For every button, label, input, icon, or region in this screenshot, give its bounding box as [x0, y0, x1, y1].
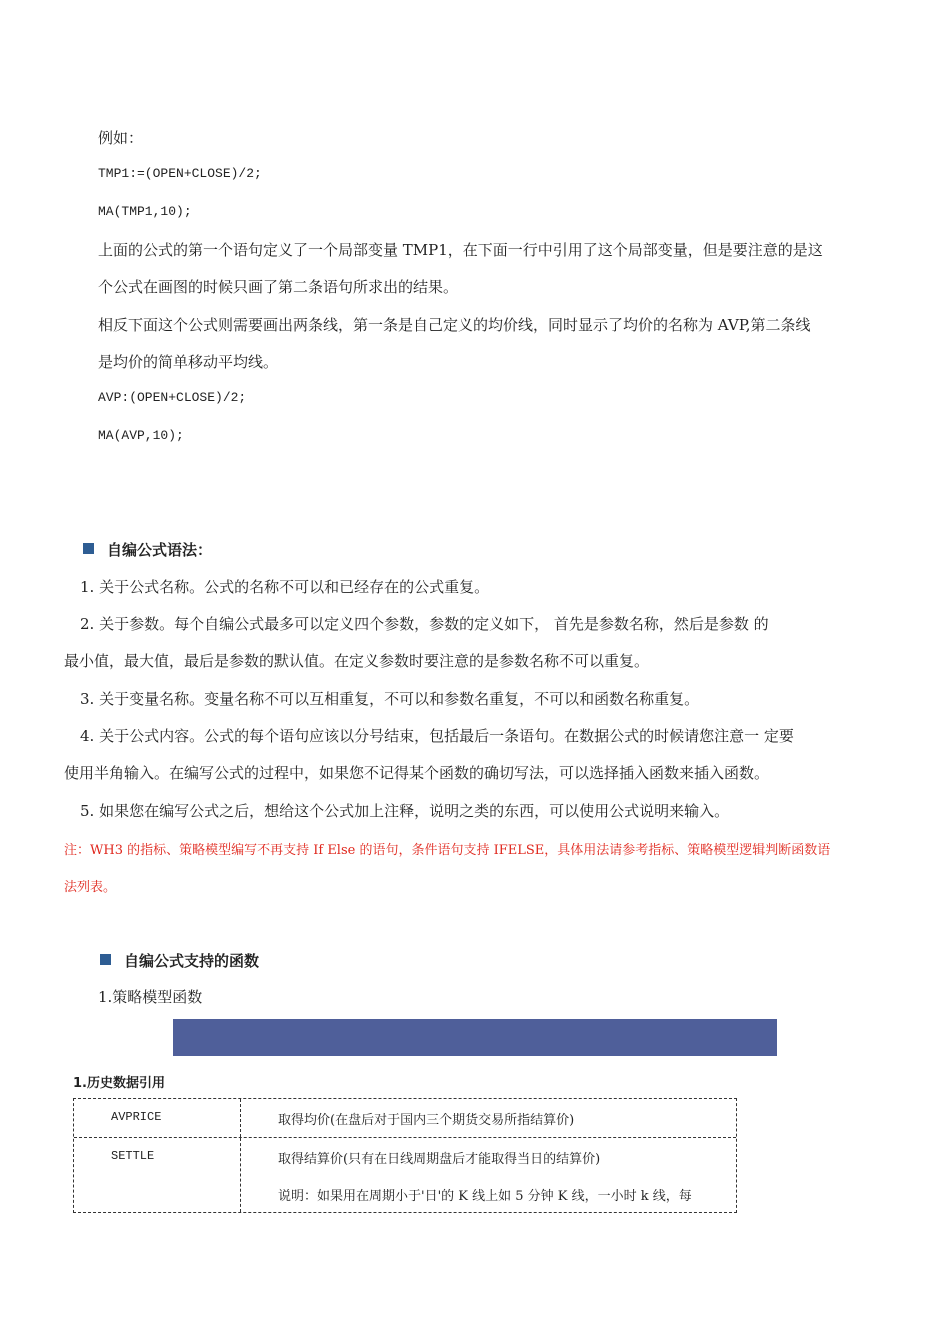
function-description: 取得均价(在盘后对于国内三个期货交易所指结算价) [278, 1113, 575, 1128]
function-note: 说明：如果用在周期小于'日'的 K 线上如 5 分钟 K 线，一小时 k 线，每 [278, 1189, 692, 1204]
syntax-item-4-line-2: 使用半角输入。在编写公式的过程中，如果您不记得某个函数的确切写法，可以选择插入函数来插入函数。 [64, 764, 770, 782]
functions-heading: 自编公式支持的函数 [124, 952, 260, 970]
syntax-item-2-line-2: 最小值，最大值，最后是参数的默认值。在定义参数时要注意的是参数名称不可以重复。 [64, 652, 650, 670]
code-line-2: MA(TMP1,10); [98, 204, 192, 219]
syntax-item-3: 3. 关于变量名称。变量名称不可以互相重复，不可以和参数名重复，不可以和函数名称重复。 [80, 690, 700, 708]
paragraph-2-line-2: 是均价的简单移动平均线。 [98, 353, 279, 371]
functions-subheading: 1.策略模型函数 [98, 988, 203, 1006]
note-line-2: 法列表。 [64, 880, 117, 895]
function-name: AVPRICE [111, 1110, 162, 1124]
table-cell-name [74, 1138, 241, 1212]
code-line-4: MA(AVP,10); [98, 428, 184, 443]
paragraph-2-line-1: 相反下面这个公式则需要画出两条线，第一条是自己定义的均价线，同时显示了均价的名称为 AVP,第二条线 [98, 316, 811, 334]
table-row [74, 1138, 736, 1212]
section-title: 1.历史数据引用 [73, 1076, 165, 1091]
example-intro: 例如： [98, 129, 144, 147]
function-description: 取得结算价(只有在日线周期盘后才能取得当日的结算价) [278, 1152, 601, 1167]
square-bullet-icon [100, 954, 111, 965]
function-table [73, 1098, 737, 1213]
syntax-heading: 自编公式语法： [107, 541, 213, 559]
paragraph-1-line-2: 个公式在画图的时候只画了第二条语句所求出的结果。 [98, 278, 459, 296]
table-row [74, 1099, 736, 1138]
section-banner [173, 1019, 777, 1056]
syntax-item-2-line-1: 2. 关于参数。每个自编公式最多可以定义四个参数，参数的定义如下， 首先是参数名称，然后是参数 的 [80, 615, 769, 633]
code-line-1: TMP1:=(OPEN+CLOSE)/2; [98, 166, 262, 181]
square-bullet-icon [83, 543, 94, 554]
table-cell-name [74, 1099, 241, 1137]
paragraph-1-line-1: 上面的公式的第一个语句定义了一个局部变量 TMP1，在下面一行中引用了这个局部变量，但是要注意的是这 [98, 241, 823, 259]
syntax-item-4-line-1: 4. 关于公式内容。公式的每个语句应该以分号结束，包括最后一条语句。在数据公式的时候请您注意一 定要 [80, 727, 794, 745]
syntax-item-1: 1. 关于公式名称。公式的名称不可以和已经存在的公式重复。 [80, 578, 490, 596]
function-name: SETTLE [111, 1149, 155, 1163]
note-line-1: 注：WH3 的指标、策略模型编写不再支持 If Else 的语句，条件语句支持 IFELSE，具体用法请参考指标、策略模型逻辑判断函数语 [64, 843, 831, 858]
code-line-3: AVP:(OPEN+CLOSE)/2; [98, 390, 247, 405]
syntax-item-5: 5. 如果您在编写公式之后，想给这个公式加上注释，说明之类的东西，可以使用公式说明来输入。 [80, 802, 730, 820]
